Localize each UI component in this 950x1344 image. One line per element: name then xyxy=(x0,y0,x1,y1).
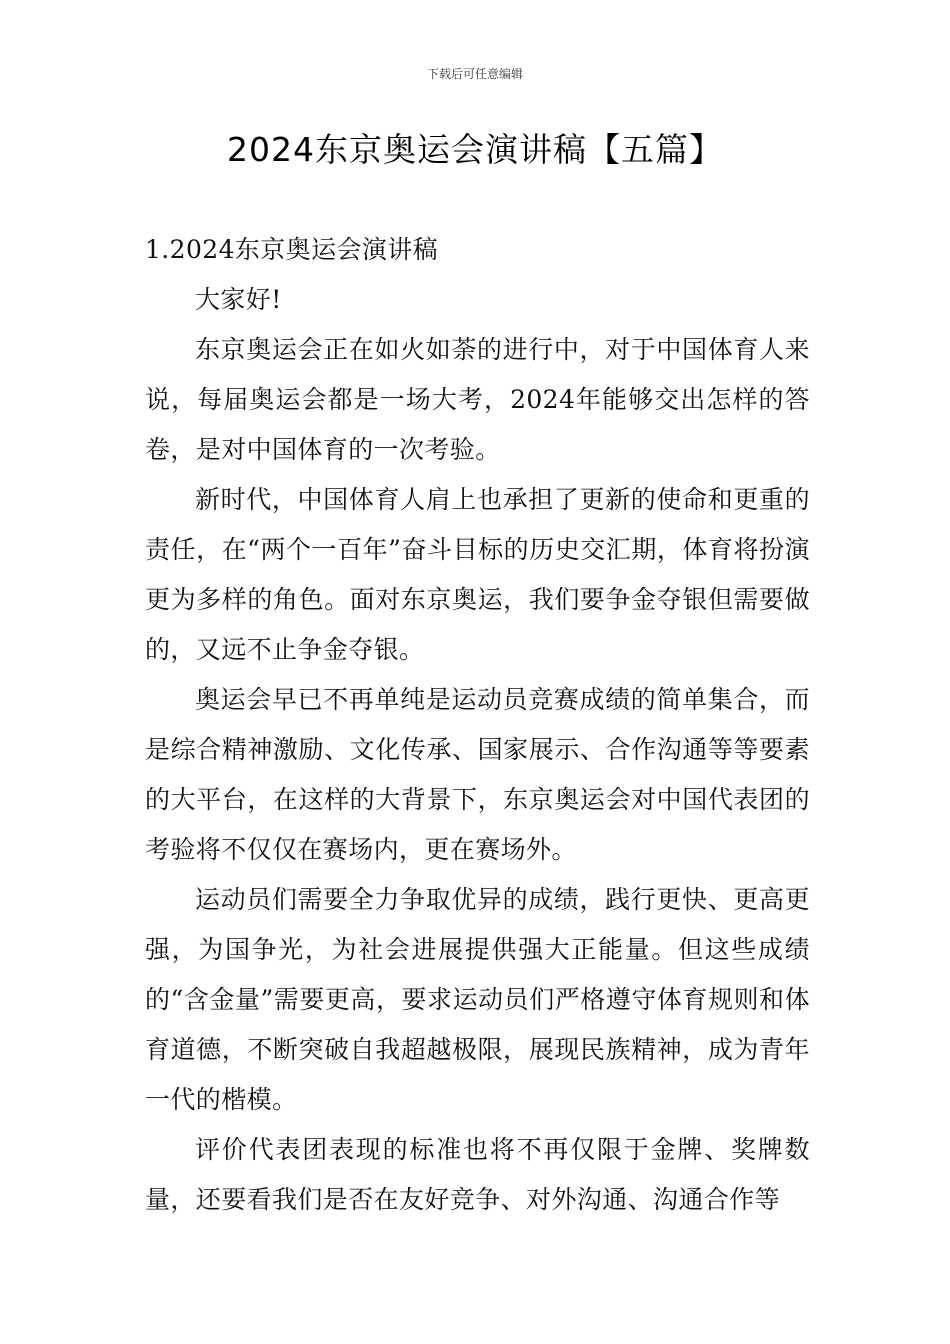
paragraph: 运动员们需要全力争取优异的成绩，践行更快、更高更强，为国争光，为社会进展提供强大正能量。但这些成绩的“含金量”需要更高，要求运动员们严格遵守体育规则和体育道德，不断突破自我超越极限，展现民族精神，成为青年一代的楷模。 xyxy=(145,885,810,1114)
document-body xyxy=(145,225,810,1225)
header-note: 下载后可任意编辑 xyxy=(426,67,523,81)
paragraph: 东京奥运会正在如火如荼的进行中，对于中国体育人来说，每届奥运会都是一场大考，2024年能够交出怎样的答卷，是对中国体育的一次考验。 xyxy=(145,335,810,464)
paragraph: 新时代，中国体育人肩上也承担了更新的使命和更重的责任，在“两个一百年”奋斗目标的历史交汇期，体育将扮演更为多样的角色。面对东京奥运，我们要争金夺银但需要做的，又远不止争金夺银。 xyxy=(145,485,810,664)
paragraph: 奥运会早已不再单纯是运动员竞赛成绩的简单集合，而是综合精神激励、文化传承、国家展示、合作沟通等等要素的大平台，在这样的大背景下，东京奥运会对中国代表团的考验将不仅仅在赛场内，更在赛场外。 xyxy=(145,685,810,864)
document-title: 2024东京奥运会演讲稿【五篇】 xyxy=(227,130,723,169)
section-heading: 1.2024东京奥运会演讲稿 xyxy=(145,235,439,264)
paragraph: 评价代表团表现的标准也将不再仅限于金牌、奖牌数量，还要看我们是否在友好竞争、对外沟通、沟通合作等 xyxy=(145,1135,810,1214)
paragraph-greeting: 大家好! xyxy=(195,285,282,314)
